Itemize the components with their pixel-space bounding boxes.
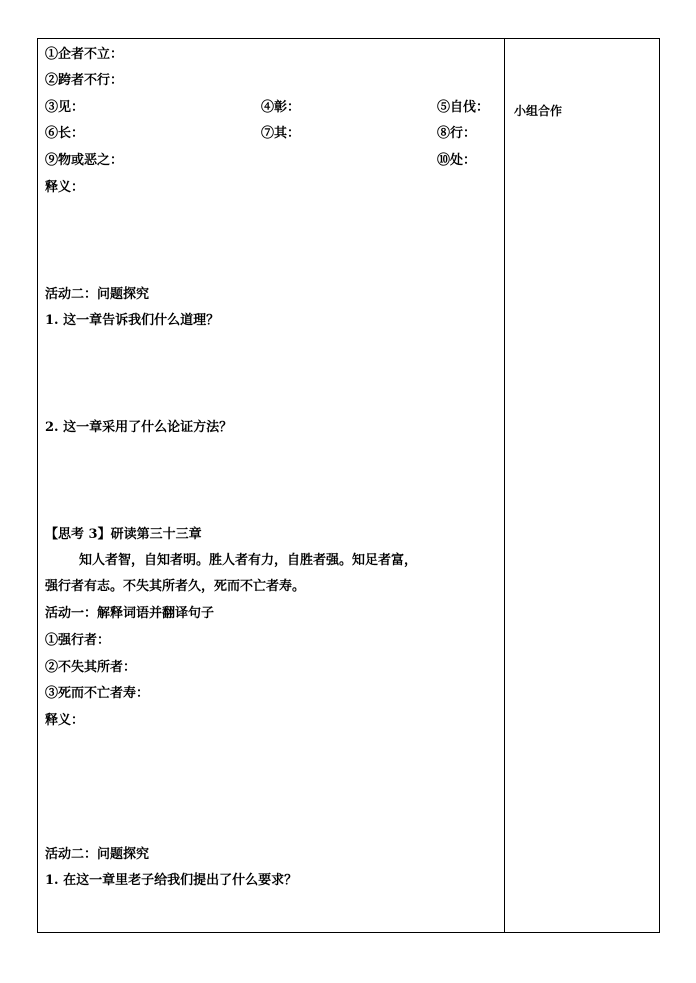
item-6: ⑥长：	[45, 126, 85, 141]
item-9: ⑨物或恶之：	[45, 153, 124, 168]
question-2: 2. 这一章采用了什么论证方法？	[45, 420, 233, 435]
item-8: ⑧行：	[437, 126, 477, 141]
item-3: ③见：	[45, 100, 85, 115]
think-heading: 【思考 3】研读第三十三章	[45, 527, 202, 542]
item-2-1: ①强行者：	[45, 633, 111, 648]
sidebar-label: 小组合作	[514, 104, 563, 118]
item-4: ④彰：	[261, 100, 301, 115]
item-2-2: ②不失其所者：	[45, 660, 137, 675]
item-2-3: ③死而不亡者寿：	[45, 686, 150, 701]
activity1-title-2: 活动一：解释词语并翻译句子	[45, 606, 215, 621]
explain-label-2: 释义：	[45, 713, 85, 728]
activity2-title-2: 活动二：问题探究	[45, 847, 150, 862]
table-frame	[37, 38, 660, 933]
item-7: ⑦其：	[261, 126, 301, 141]
item-10: ⑩处：	[437, 153, 477, 168]
passage-line-2: 强行者有志。不失其所者久，死而不亡者寿。	[45, 579, 306, 594]
item-1: ①企者不立：	[45, 47, 124, 62]
column-divider	[504, 38, 505, 933]
item-5: ⑤自伐：	[437, 100, 490, 115]
explain-label-1: 释义：	[45, 180, 85, 195]
item-2: ②跨者不行：	[45, 73, 124, 88]
activity2-title-1: 活动二：问题探究	[45, 287, 150, 302]
passage-line-1: 知人者智，自知者明。胜人者有力，自胜者强。知足者富，	[79, 553, 418, 568]
question-2-1: 1. 在这一章里老子给我们提出了什么要求？	[45, 873, 298, 888]
question-1: 1. 这一章告诉我们什么道理？	[45, 313, 220, 328]
